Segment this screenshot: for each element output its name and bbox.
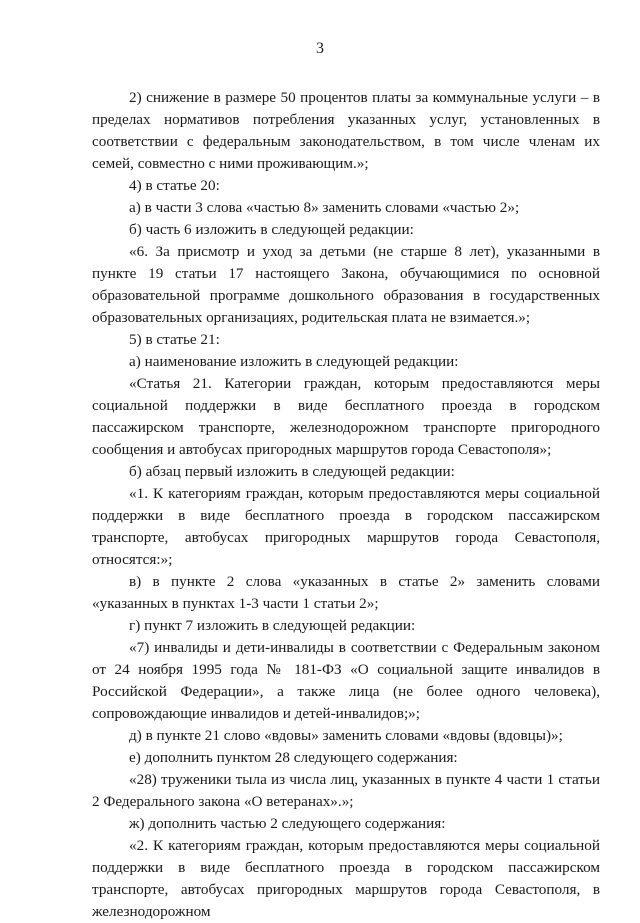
paragraph: «1. К категориям граждан, которым предоставляются меры социальной поддержки в виде бесплатного проезда в городском пассажирском транспорте, автобусах пригородных маршрутов города Севастополя, относятся:»; — [92, 485, 600, 568]
paragraph: а) в части 3 слова «частью 8» заменить словами «частью 2»; — [129, 199, 520, 216]
paragraph: б) абзац первый изложить в следующей редакции: — [129, 463, 455, 480]
document-body — [92, 87, 600, 923]
paragraph: а) наименование изложить в следующей редакции: — [129, 353, 459, 370]
paragraph: в) в пункте 2 слова «указанных в статье 2» заменить словами «указанных в пунктах 1-3 части 1 статьи 2»; — [92, 573, 600, 612]
paragraph: е) дополнить пунктом 28 следующего содержания: — [129, 749, 458, 766]
paragraph: «Статья 21. Категории граждан, которым предоставляются меры социальной поддержки в виде бесплатного проезда в городском пассажирском транспорте, железнодорожном транспорте пригородного сообщения и автобусах пригородных маршрутов города Севастополя»; — [92, 375, 600, 458]
paragraph: г) пункт 7 изложить в следующей редакции: — [129, 617, 416, 634]
paragraph: «28) труженики тыла из числа лиц, указанных в пункте 4 части 1 статьи 2 Федерального закона «О ветеранах».»; — [92, 771, 600, 810]
paragraph: 2) снижение в размере 50 процентов платы за коммунальные услуги – в пределах нормативов потребления указанных услуг, установленных в соответствии с федеральным законодательством, в том числе членам их семей, совместно с ними проживающим.»; — [92, 89, 600, 172]
paragraph: ж) дополнить частью 2 следующего содержания: — [129, 815, 446, 832]
paragraph: д) в пункте 21 слово «вдовы» заменить словами «вдовы (вдовцы)»; — [129, 727, 563, 744]
paragraph: 4) в статье 20: — [129, 177, 220, 194]
paragraph: «7) инвалиды и дети-инвалиды в соответствии с Федеральным законом от 24 ноября 1995 года № 181-ФЗ «О социальной защите инвалидов в Российской Федерации», а также лица (не более одного человека), сопровождающие инвалидов и детей-инвалидов;»; — [92, 639, 600, 722]
paragraph: б) часть 6 изложить в следующей редакции: — [129, 221, 414, 238]
paragraph: 5) в статье 21: — [129, 331, 220, 348]
paragraph: «2. К категориям граждан, которым предоставляются меры социальной поддержки в виде бесплатного проезда в городском пассажирском транспорте, автобусах пригородных маршрутов города Севастополя, в железнодорожном — [92, 837, 600, 920]
page-number: 3 — [316, 40, 324, 57]
paragraph: «6. За присмотр и уход за детьми (не старше 8 лет), указанными в пункте 19 статьи 17 настоящего Закона, обучающимися по основной образовательной программе дошкольного образования в государственных образовательных организациях, родительская плата не взимается.»; — [92, 243, 600, 326]
